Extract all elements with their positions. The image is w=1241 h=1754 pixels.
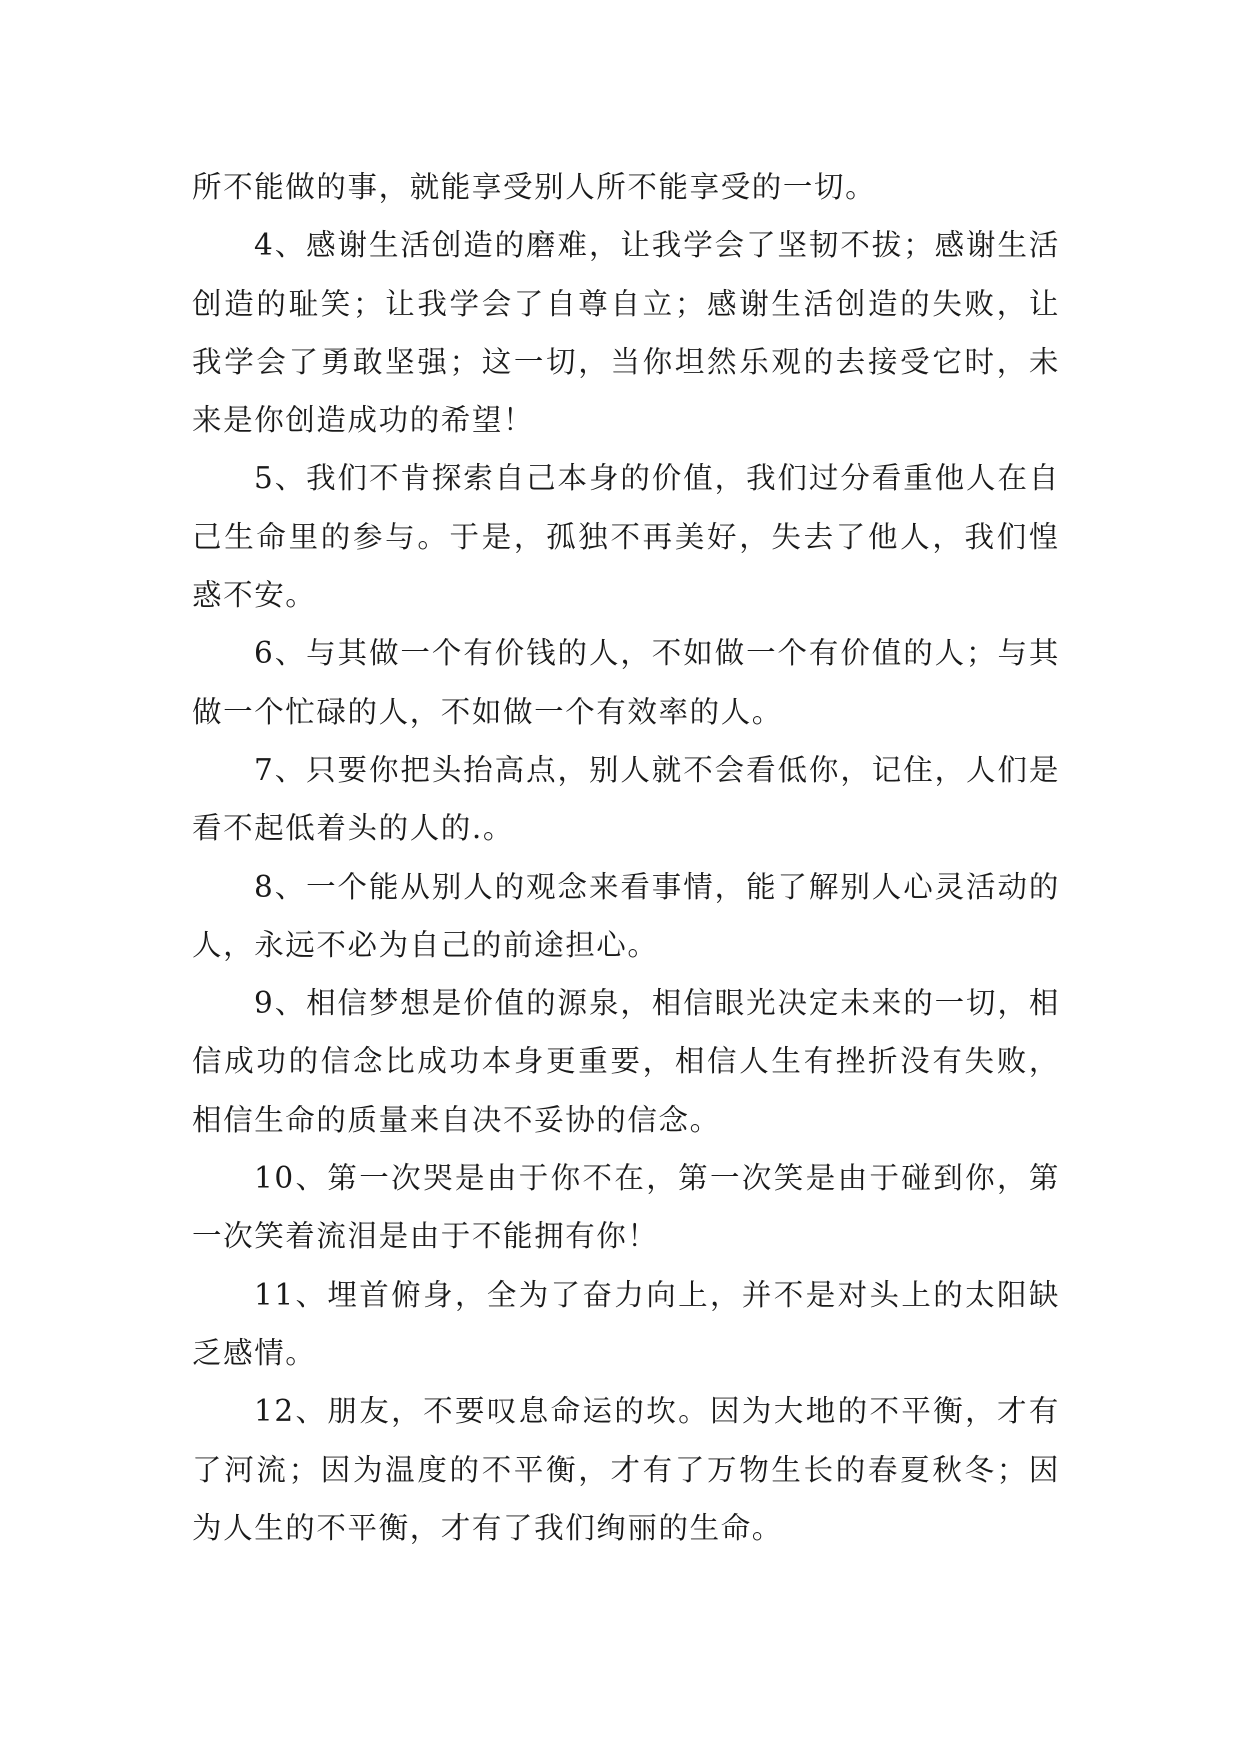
paragraph: 4、感谢生活创造的磨难，让我学会了坚韧不拔；感谢生活创造的耻笑；让我学会了自尊自立；感谢生活创造的失败，让我学会了勇敢坚强；这一切，当你坦然乐观的去接受它时，未来是你创造成功的希望！ — [192, 228, 1060, 438]
paragraph: 所不能做的事，就能享受别人所不能享受的一切。 — [192, 170, 877, 204]
paragraph: 12、朋友，不要叹息命运的坎。因为大地的不平衡，才有了河流；因为温度的不平衡，才有了万物生长的春夏秋冬；因为人生的不平衡，才有了我们绚丽的生命。 — [192, 1394, 1060, 1545]
paragraph: 8、一个能从别人的观念来看事情，能了解别人心灵活动的人，永远不必为自己的前途担心。 — [192, 869, 1060, 962]
paragraph: 10、第一次哭是由于你不在，第一次笑是由于碰到你，第一次笑着流泪是由于不能拥有你！ — [192, 1161, 1060, 1254]
paragraph: 9、相信梦想是价值的源泉，相信眼光决定未来的一切，相信成功的信念比成功本身更重要，相信人生有挫折没有失败，相信生命的质量来自决不妥协的信念。 — [192, 986, 1060, 1137]
paragraph: 5、我们不肯探索自己本身的价值，我们过分看重他人在自己生命里的参与。于是，孤独不再美好，失去了他人，我们惶惑不安。 — [192, 461, 1060, 613]
document-body — [192, 158, 1060, 1557]
paragraph: 11、埋首俯身，全为了奋力向上，并不是对头上的太阳缺乏感情。 — [192, 1277, 1060, 1370]
paragraph: 7、只要你把头抬高点，别人就不会看低你，记住，人们是看不起低着头的人的.。 — [192, 752, 1060, 846]
paragraph: 6、与其做一个有价钱的人，不如做一个有价值的人；与其做一个忙碌的人，不如做一个有效率的人。 — [192, 636, 1060, 729]
